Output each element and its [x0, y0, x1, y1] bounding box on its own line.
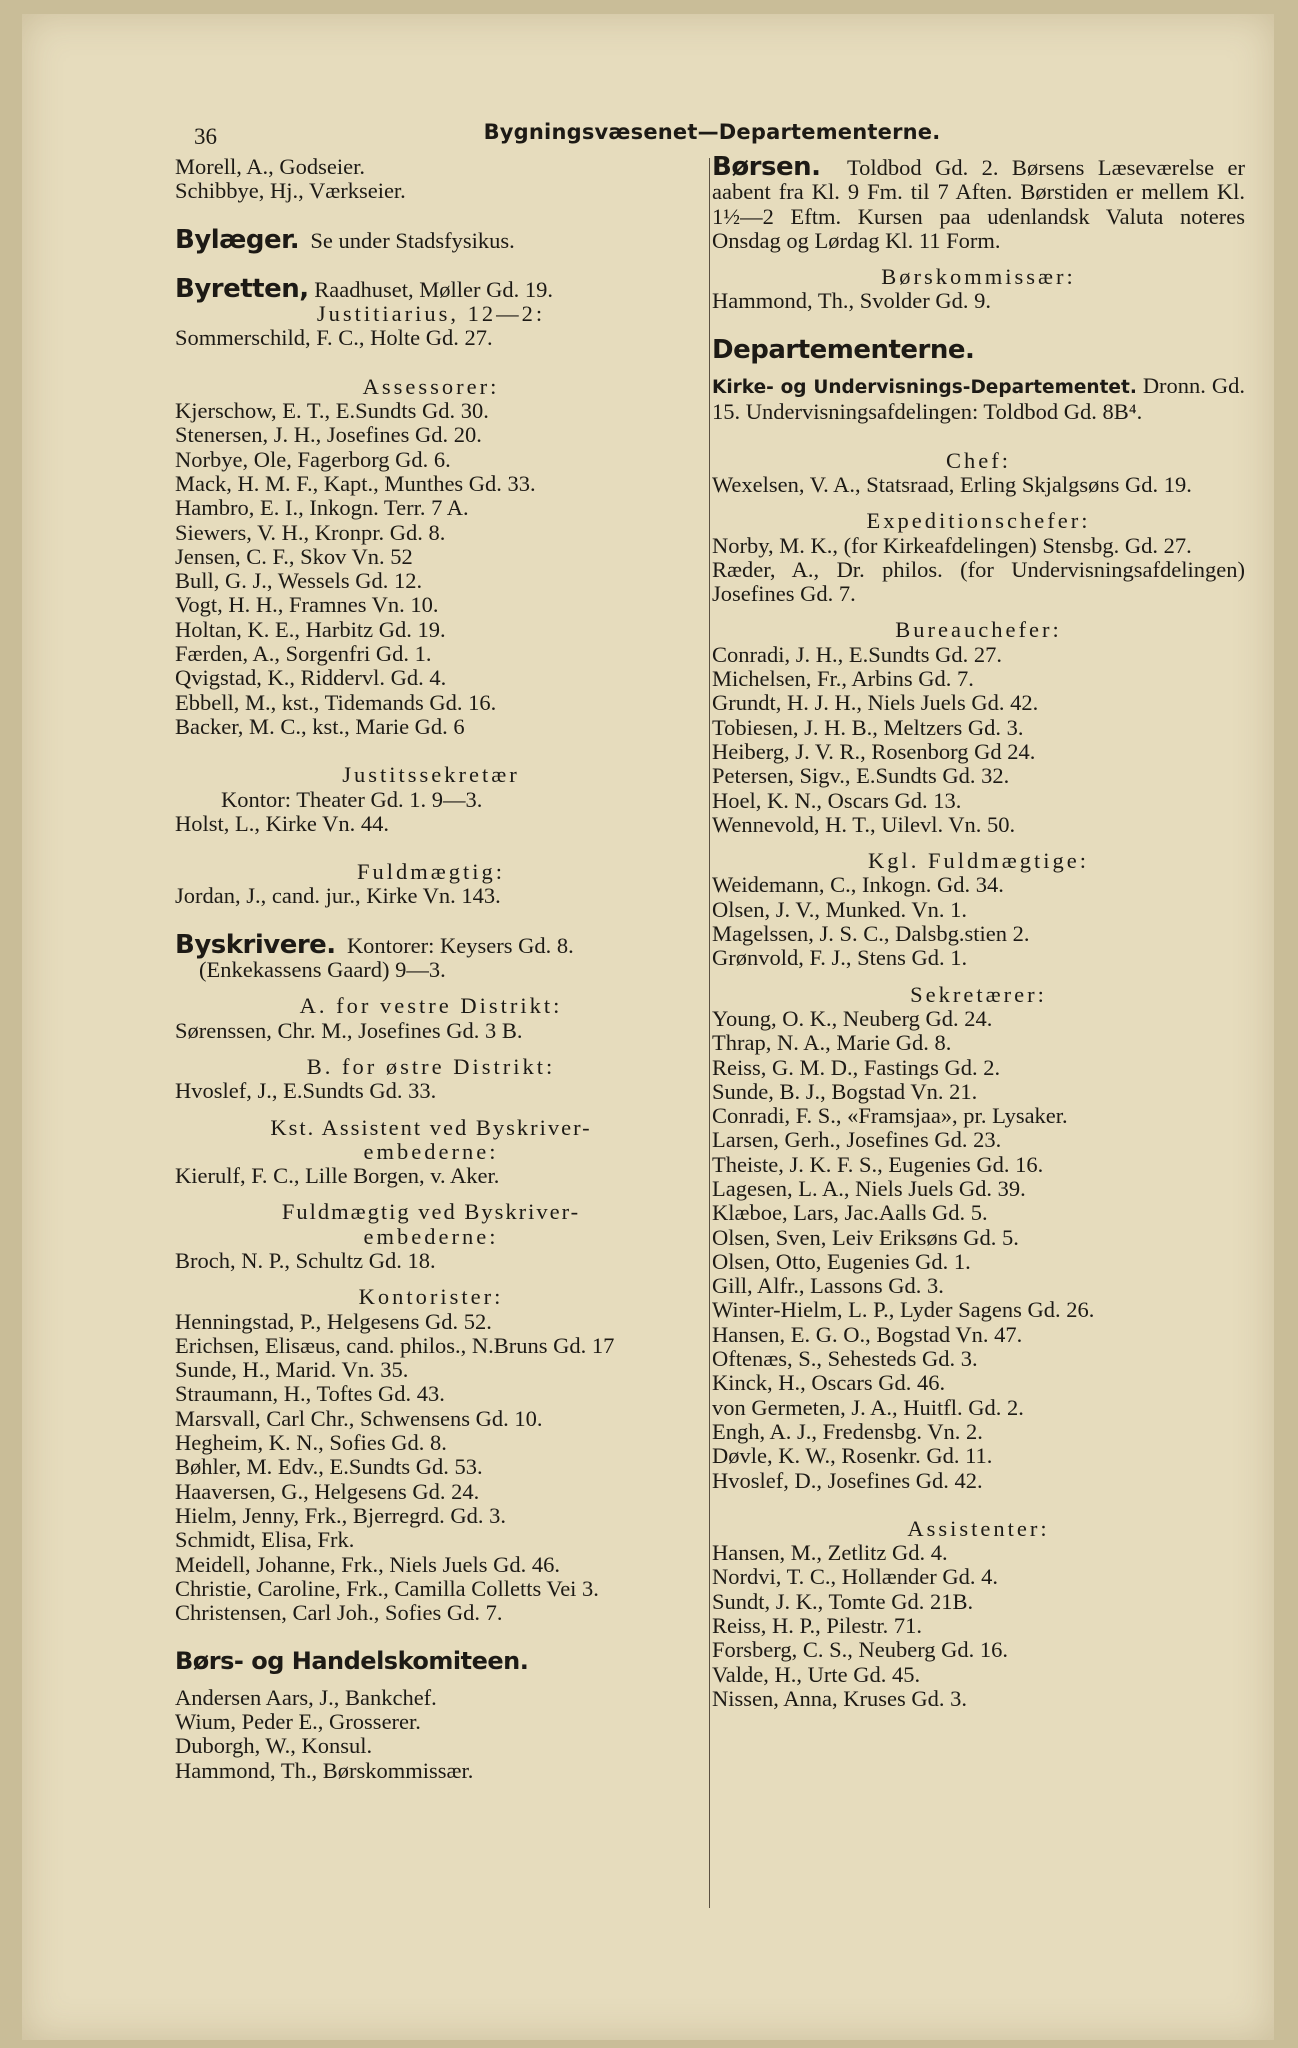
section-text: Se under Stadsfysikus.	[310, 227, 515, 253]
entry: Christie, Caroline, Frk., Camilla Colletts Vei 3.	[175, 1575, 599, 1601]
section-title: Departementerne.	[712, 334, 975, 365]
entry: Klæboe, Lars, Jac.Aalls Gd. 5.	[712, 1200, 988, 1226]
entry: Nordvi, T. C., Hollænder Gd. 4.	[712, 1564, 999, 1590]
right-column	[712, 152, 1246, 1711]
entry: Haaversen, G., Helgesens Gd. 24.	[175, 1478, 480, 1504]
entry: Duborgh, W., Konsul.	[175, 1733, 373, 1759]
entry: Weidemann, C., Inkogn. Gd. 34.	[712, 872, 1004, 898]
section-text: (Enkekassens Gaard) 9—3.	[199, 957, 446, 983]
entry: Reiss, H. P., Pilestr. 71.	[712, 1613, 923, 1639]
entry: Hambro, E. I., Inkogn. Terr. 7 A.	[175, 495, 469, 521]
subheading: embederne:	[363, 1223, 499, 1249]
left-column	[175, 155, 687, 1783]
entry: Andersen Aars, J., Bankchef.	[175, 1684, 437, 1710]
subheading: Chef:	[946, 447, 1011, 473]
subheading: Kontorister:	[358, 1284, 504, 1310]
running-header	[172, 114, 1252, 154]
section-text: Toldbod Gd. 2. Børsens Læseværelse er aabent fra Kl. 9 Fm. til 7 Aften. Børstiden er mellem Kl. 1½—2 Eftm. Kursen paa udenlandsk Valuta noteres Onsdag og Lørdag Kl. 11 Form.	[712, 155, 1245, 253]
subheading: A. for vestre Distrikt:	[299, 993, 563, 1019]
entry: Hegheim, K. N., Sofies Gd. 8.	[175, 1430, 447, 1456]
entry: Straumann, H., Toftes Gd. 43.	[175, 1381, 445, 1407]
page-title: Bygningsvæsenet—Departementerne.	[483, 120, 941, 144]
subheading: Justitssekretær	[342, 762, 520, 788]
entry: Kinck, H., Oscars Gd. 46.	[712, 1370, 946, 1396]
subheading: Sekretærer:	[910, 981, 1047, 1007]
entry: Olsen, J. V., Munked. Vn. 1.	[712, 896, 968, 922]
subheading: Justitiarius, 12—2:	[316, 301, 546, 327]
entry: Hansen, E. G. O., Bogstad Vn. 47.	[712, 1321, 1023, 1347]
entry: Holst, L., Kirke Vn. 44.	[175, 810, 389, 836]
entry: Kjerschow, E. T., E.Sundts Gd. 30.	[175, 398, 489, 424]
section-title: Byskrivere.	[175, 929, 336, 960]
entry: Kierulf, F. C., Lille Borgen, v. Aker.	[175, 1163, 500, 1189]
entry: Reiss, G. M. D., Fastings Gd. 2.	[712, 1054, 1001, 1080]
subheading: Kst. Assistent ved Byskriver-	[270, 1114, 592, 1140]
entry: Michelsen, Fr., Arbins Gd. 7.	[712, 666, 974, 692]
entry: Sunde, B. J., Bogstad Vn. 21.	[712, 1078, 978, 1104]
entry: Meidell, Johanne, Frk., Niels Juels Gd. 46.	[175, 1551, 560, 1577]
entry: Hammond, Th., Svolder Gd. 9.	[712, 288, 991, 314]
section-text: Raadhuset, Møller Gd. 19.	[314, 276, 553, 302]
entry: Qvigstad, K., Riddervl. Gd. 4.	[175, 665, 447, 691]
entry: Hansen, M., Zetlitz Gd. 4.	[712, 1540, 948, 1566]
entry: Broch, N. P., Schultz Gd. 18.	[175, 1247, 436, 1273]
entry: Petersen, Sigv., E.Sundts Gd. 32.	[712, 763, 1010, 789]
entry: Grønvold, F. J., Stens Gd. 1.	[712, 945, 968, 971]
column-divider	[709, 158, 710, 1908]
entry: Wexelsen, V. A., Statsraad, Erling Skjalgsøns Gd. 19.	[712, 471, 1192, 497]
entry: Sørenssen, Chr. M., Josefines Gd. 3 B.	[175, 1017, 523, 1043]
entry: Schibbye, Hj., Værkseier.	[175, 178, 406, 204]
page-number: 36	[194, 124, 217, 149]
entry: Jordan, J., cand. jur., Kirke Vn. 143.	[175, 883, 501, 909]
entry: Ræder, A., Dr. philos. (for Undervisningsafdelingen) Josefines Gd. 7.	[712, 556, 1245, 607]
subheading: B. for østre Distrikt:	[306, 1053, 556, 1079]
subheading: Fuldmægtig ved Byskriver-	[281, 1199, 581, 1225]
entry: Morell, A., Godseier.	[175, 154, 365, 179]
entry: Forsberg, C. S., Neuberg Gd. 16.	[712, 1637, 1009, 1663]
entry: Færden, A., Sorgenfri Gd. 1.	[175, 641, 432, 667]
entry: Valde, H., Urte Gd. 45.	[712, 1661, 921, 1687]
entry: Marsvall, Carl Chr., Schwensens Gd. 10.	[175, 1405, 543, 1431]
entry: Mack, H. M. F., Kapt., Munthes Gd. 33.	[175, 470, 536, 496]
entry: Sommerschild, F. C., Holte Gd. 27.	[175, 325, 493, 351]
department-text: Dronn. Gd. 15. Undervisningsafdelingen: Toldbod Gd. 8B⁴.	[712, 373, 1246, 425]
section-title: Børs- og Handelskomiteen.	[175, 1647, 529, 1676]
subheading: Kgl. Fuldmægtige:	[867, 848, 1089, 874]
entry: Heiberg, J. V. R., Rosenborg Gd 24.	[712, 738, 1036, 764]
entry: Hielm, Jenny, Frk., Bjerregrd. Gd. 3.	[175, 1502, 506, 1528]
entry: Norby, M. K., (for Kirkeafdelingen) Stensbg. Gd. 27.	[712, 532, 1192, 558]
entry: Hvoslef, J., E.Sundts Gd. 33.	[175, 1078, 437, 1104]
subheading: Assessorer:	[362, 373, 500, 399]
section-byretten	[175, 273, 687, 304]
entry: Døvle, K. W., Rosenkr. Gd. 11.	[712, 1443, 993, 1469]
entry: Hammond, Th., Børskommissær.	[175, 1757, 474, 1783]
subheading: Assistenter:	[907, 1515, 1050, 1541]
entry: Olsen, Otto, Eugenies Gd. 1.	[712, 1248, 971, 1274]
subheading: Børskommissær:	[881, 264, 1076, 290]
department-title: Kirke- og Undervisnings-Departementet.	[712, 377, 1137, 399]
entry: Ebbell, M., kst., Tidemands Gd. 16.	[175, 689, 497, 715]
entry: Larsen, Gerh., Josefines Gd. 23.	[712, 1127, 1002, 1153]
entry: Nissen, Anna, Kruses Gd. 3.	[712, 1685, 967, 1711]
entry: Christensen, Carl Joh., Sofies Gd. 7.	[175, 1600, 503, 1626]
section-bylaeger	[175, 224, 687, 255]
entry: Stenersen, J. H., Josefines Gd. 20.	[175, 422, 482, 448]
section-text: Kontorer: Keysers Gd. 8.	[346, 932, 574, 958]
subheading: Fuldmægtig:	[356, 859, 506, 885]
section-borsen	[712, 152, 1245, 253]
section-title: Bylæger.	[175, 224, 300, 255]
entry: Hoel, K. N., Oscars Gd. 13.	[712, 787, 962, 813]
entry: Erichsen, Elisæus, cand. philos., N.Bruns Gd. 17	[175, 1332, 615, 1358]
entry: Bull, G. J., Wessels Gd. 12.	[175, 568, 423, 594]
entry: Kontor: Theater Gd. 1. 9—3.	[221, 786, 483, 812]
section-title: Byretten,	[175, 273, 309, 304]
entry: Grundt, H. J. H., Niels Juels Gd. 42.	[712, 690, 1039, 716]
entry: Winter-Hielm, L. P., Lyder Sagens Gd. 26.	[712, 1297, 1095, 1323]
entry: Magelssen, J. S. C., Dalsbg.stien 2.	[712, 921, 1030, 947]
entry: Gill, Alfr., Lassons Gd. 3.	[712, 1273, 944, 1299]
entry: Sundt, J. K., Tomte Gd. 21B.	[712, 1588, 974, 1614]
entry: Thrap, N. A., Marie Gd. 8.	[712, 1030, 952, 1056]
entry: Schmidt, Elisa, Frk.	[175, 1527, 355, 1553]
entry: Backer, M. C., kst., Marie Gd. 6	[175, 713, 465, 739]
entry: Lagesen, L. A., Niels Juels Gd. 39.	[712, 1175, 1026, 1201]
entry: Hvoslef, D., Josefines Gd. 42.	[712, 1467, 983, 1493]
entry: Conradi, J. H., E.Sundts Gd. 27.	[712, 641, 1003, 667]
entry: Siewers, V. H., Kronpr. Gd. 8.	[175, 519, 446, 545]
subheading: Bureauchefer:	[895, 617, 1062, 643]
entry: Bøhler, M. Edv., E.Sundts Gd. 53.	[175, 1454, 483, 1480]
entry: Norbye, Ole, Fagerborg Gd. 6.	[175, 446, 451, 472]
entry: Tobiesen, J. H. B., Meltzers Gd. 3.	[712, 714, 1024, 740]
department-kirke	[712, 374, 1245, 425]
entry: Wennevold, H. T., Uilevl. Vn. 50.	[712, 811, 1016, 837]
entry: Henningstad, P., Helgesens Gd. 52.	[175, 1308, 492, 1334]
entry: Wium, Peder E., Grosserer.	[175, 1709, 421, 1735]
entry: Vogt, H. H., Framnes Vn. 10.	[175, 592, 439, 618]
section-byskrivere	[175, 929, 687, 960]
entry: Jensen, C. F., Skov Vn. 52	[175, 543, 413, 569]
entry: Olsen, Sven, Leiv Eriksøns Gd. 5.	[712, 1224, 1019, 1250]
entry: Oftenæs, S., Sehesteds Gd. 3.	[712, 1346, 978, 1372]
entry: Conradi, F. S., «Framsjaa», pr. Lysaker.	[712, 1103, 1068, 1129]
section-title: Børsen.	[712, 152, 821, 182]
entry: Engh, A. J., Fredensbg. Vn. 2.	[712, 1418, 983, 1444]
subheading: embederne:	[363, 1138, 499, 1164]
entry: von Germeten, J. A., Huitfl. Gd. 2.	[712, 1394, 1024, 1420]
entry: Sunde, H., Marid. Vn. 35.	[175, 1357, 409, 1383]
subheading: Expeditionschefer:	[866, 508, 1091, 534]
entry: Theiste, J. K. F. S., Eugenies Gd. 16.	[712, 1151, 1044, 1177]
entry: Young, O. K., Neuberg Gd. 24.	[712, 1005, 993, 1031]
entry: Holtan, K. E., Harbitz Gd. 19.	[175, 616, 446, 642]
